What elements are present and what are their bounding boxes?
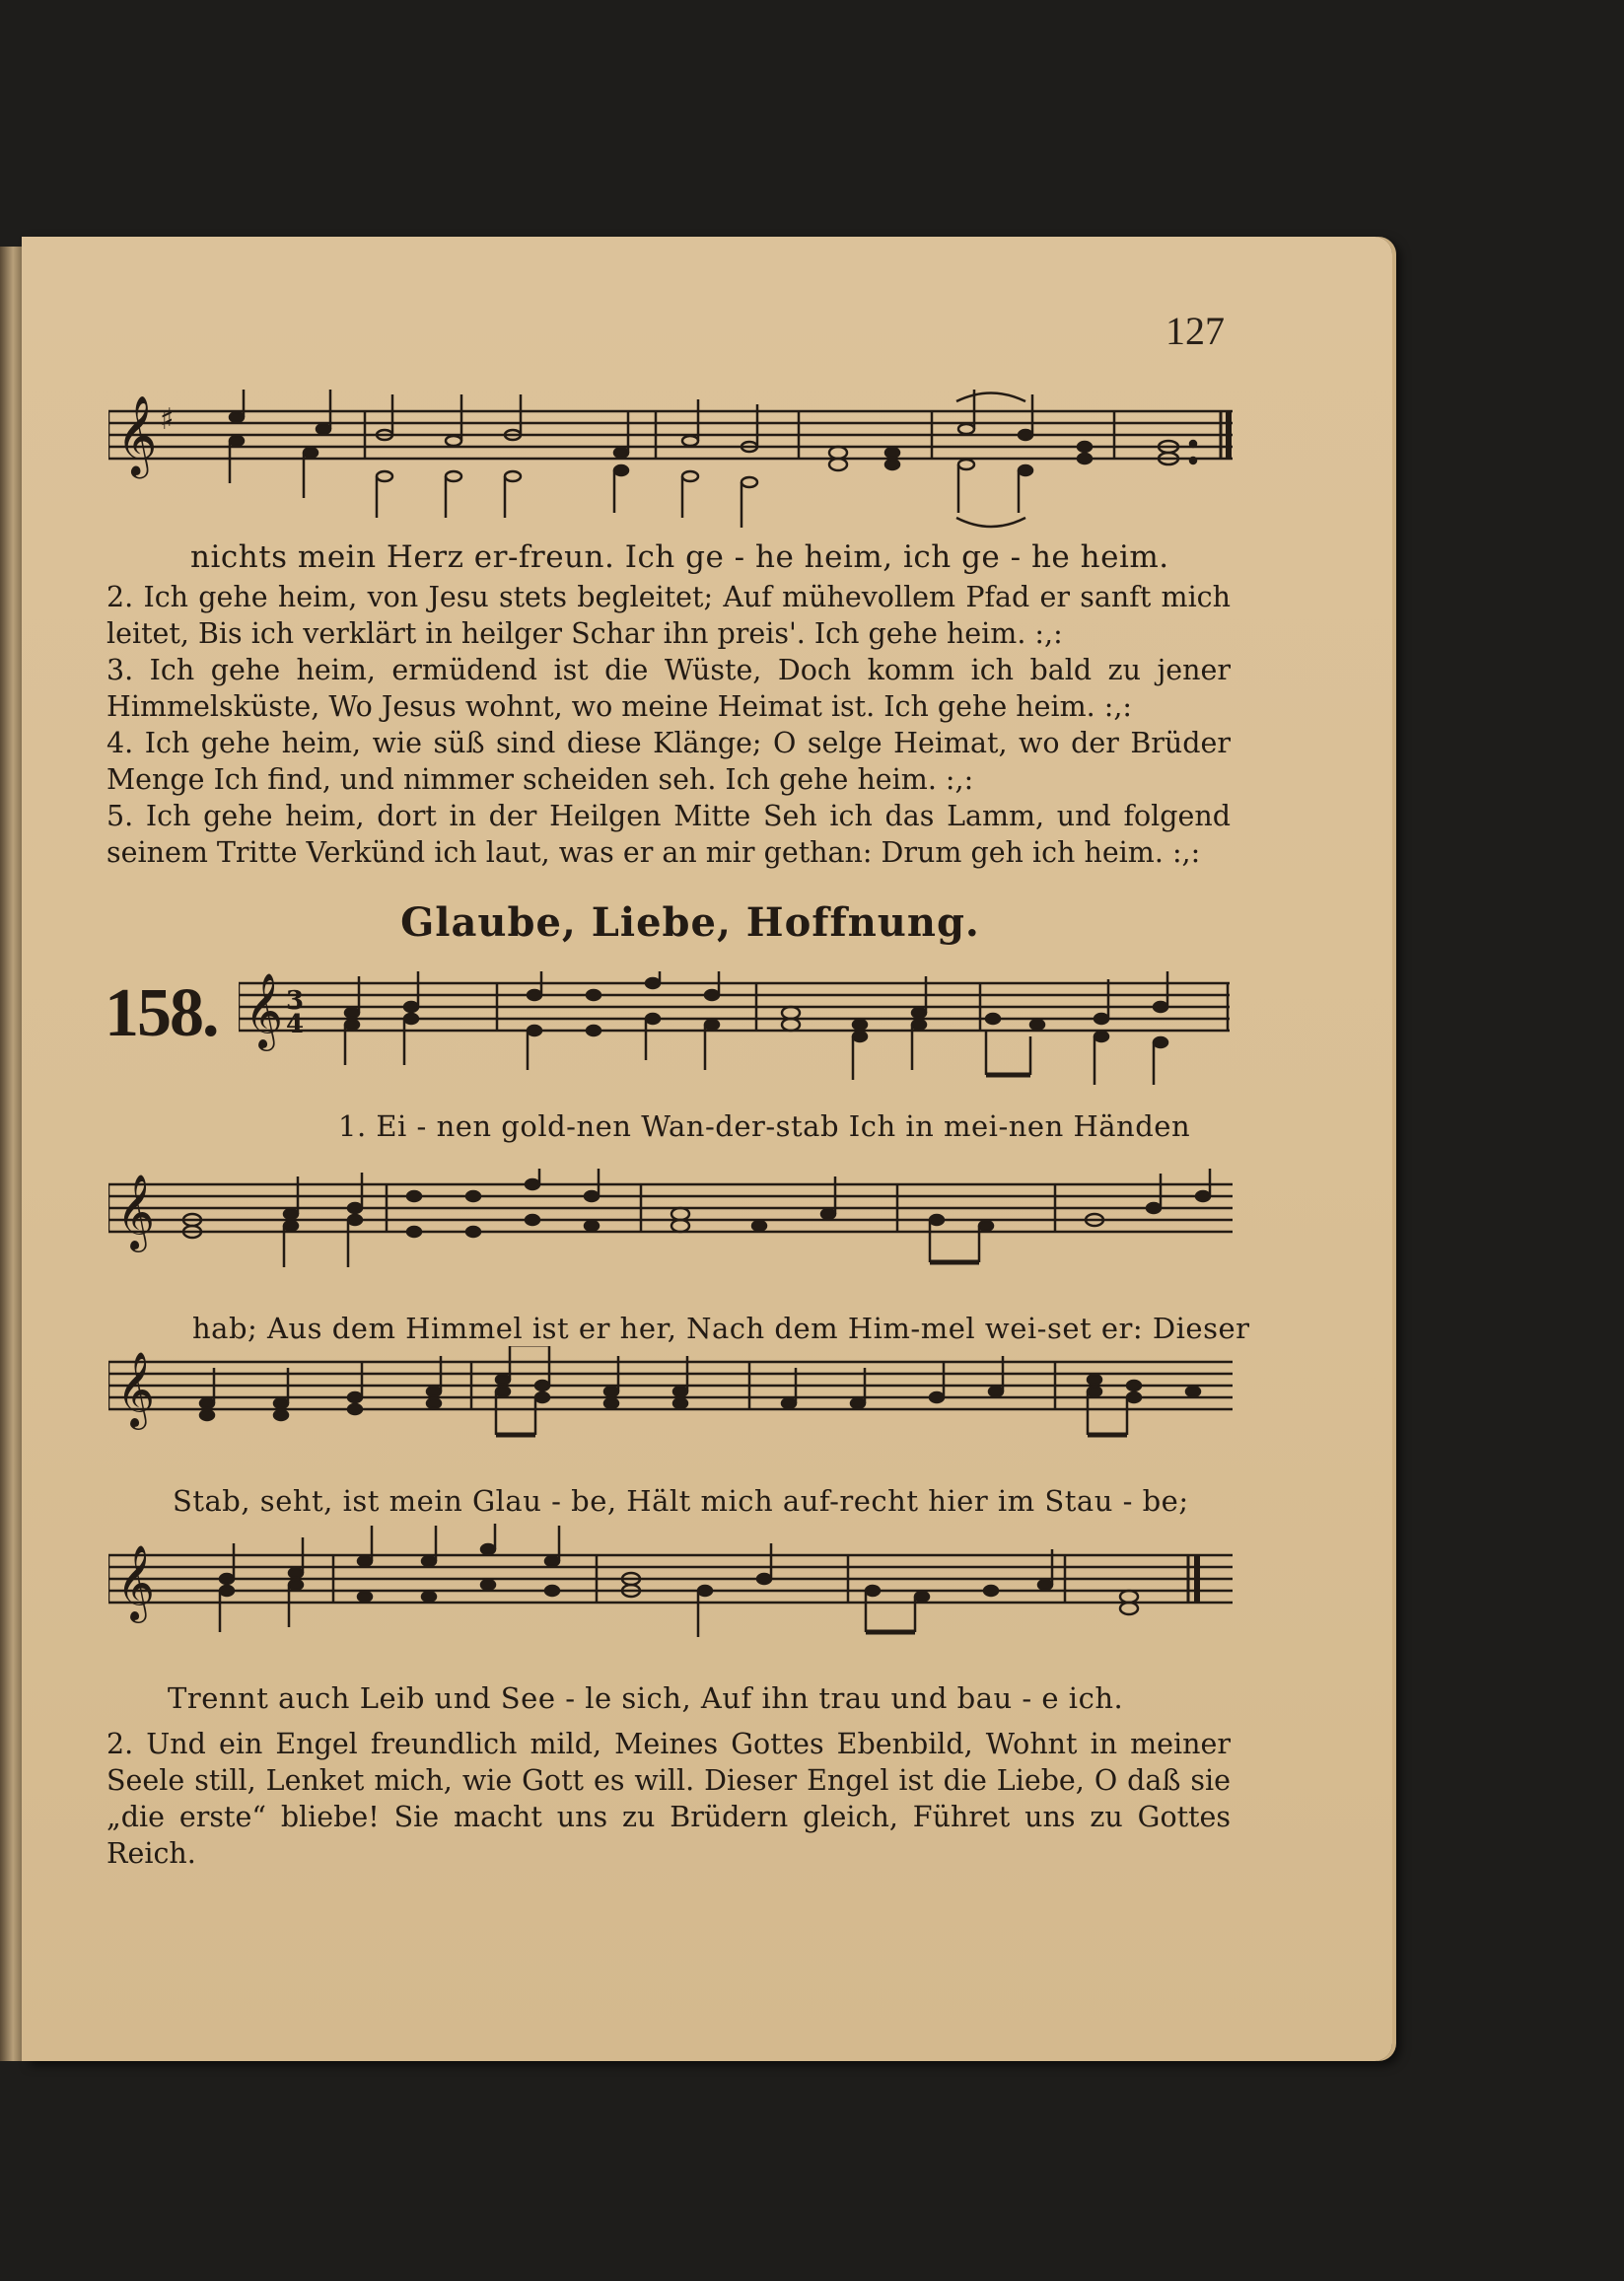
hymn-title: Glaube, Liebe, Hoffnung. [400,899,980,946]
svg-text:𝄞: 𝄞 [116,394,158,475]
song1-verse-2: 2. Ich gehe heim, von Jesu stets begleitet; Auf mühevollem Pfad er sanft mich leitet, Bis ich verklärt in heilger Schar ihn preis'. Ich gehe heim. :,: [106,581,1231,650]
music-staff-4 [108,1346,1233,1484]
svg-text:𝄞: 𝄞 [116,1351,156,1427]
song2-verse-2: 2. Und ein Engel freundlich mild, Meines Gottes Ebenbild, Wohnt in meiner Seele still, Lenket mich, wie Gott es will. Dieser Engel ist die Liebe, O daß sie „die erste“ bliebe! Sie macht uns zu Brüdern gleich, Führet uns zu Gottes Reich. [106,1728,1231,1870]
song2-lyric-line-4: Trennt auch Leib und See - le sich, Auf ihn trau und bau - e ich. [168,1681,1124,1715]
svg-text:♯: ♯ [160,402,175,437]
music-staff-3 [108,1169,1233,1307]
time-signature-top: 3 [286,986,305,1016]
song2-lyric-line-2: hab; Aus dem Himmel ist er her, Nach dem Him-mel wei-set er: Dieser [192,1312,1250,1345]
song1-verses [106,579,1231,871]
music-staff-2 [239,971,1230,1119]
svg-text:𝄞: 𝄞 [116,1174,156,1249]
book-spine [0,247,22,2061]
page-number: 127 [1165,309,1225,353]
hymn-number: 158. [105,975,218,1051]
svg-text:𝄞: 𝄞 [116,1544,156,1620]
song1-verse-3: 3. Ich gehe heim, ermüdend ist die Wüste, Doch komm ich bald zu jener Himmelsküste, Wo Jesus wohnt, wo meine Heimat ist. Ich gehe heim. :,: [106,654,1231,723]
time-signature-bottom: 4 [286,1010,305,1039]
song1-verse-5: 5. Ich gehe heim, dort in der Heilgen Mitte Seh ich das Lamm, und folgend seinem Tritte Verkünd ich laut, was er an mir gethan: Drum geh ich heim. :,: [106,800,1231,869]
song2-lyric-line-3: Stab, seht, ist mein Glau - be, Hält mich auf-recht hier im Stau - be; [173,1484,1189,1518]
song1-ending-lyric: nichts mein Herz er-freun. Ich ge - he heim, ich ge - he heim. [190,539,1169,575]
music-staff-5 [108,1524,1233,1672]
music-staff-1 [108,390,1233,547]
song2-lyric-line-1: 1. Ei - nen gold-nen Wan-der-stab Ich in mei-nen Händen [338,1109,1191,1143]
svg-text:𝄞: 𝄞 [245,972,284,1048]
song1-verse-4: 4. Ich gehe heim, wie süß sind diese Klänge; O selge Heimat, wo der Brüder Menge Ich find, und nimmer scheiden seh. Ich gehe heim. :,: [106,727,1231,796]
